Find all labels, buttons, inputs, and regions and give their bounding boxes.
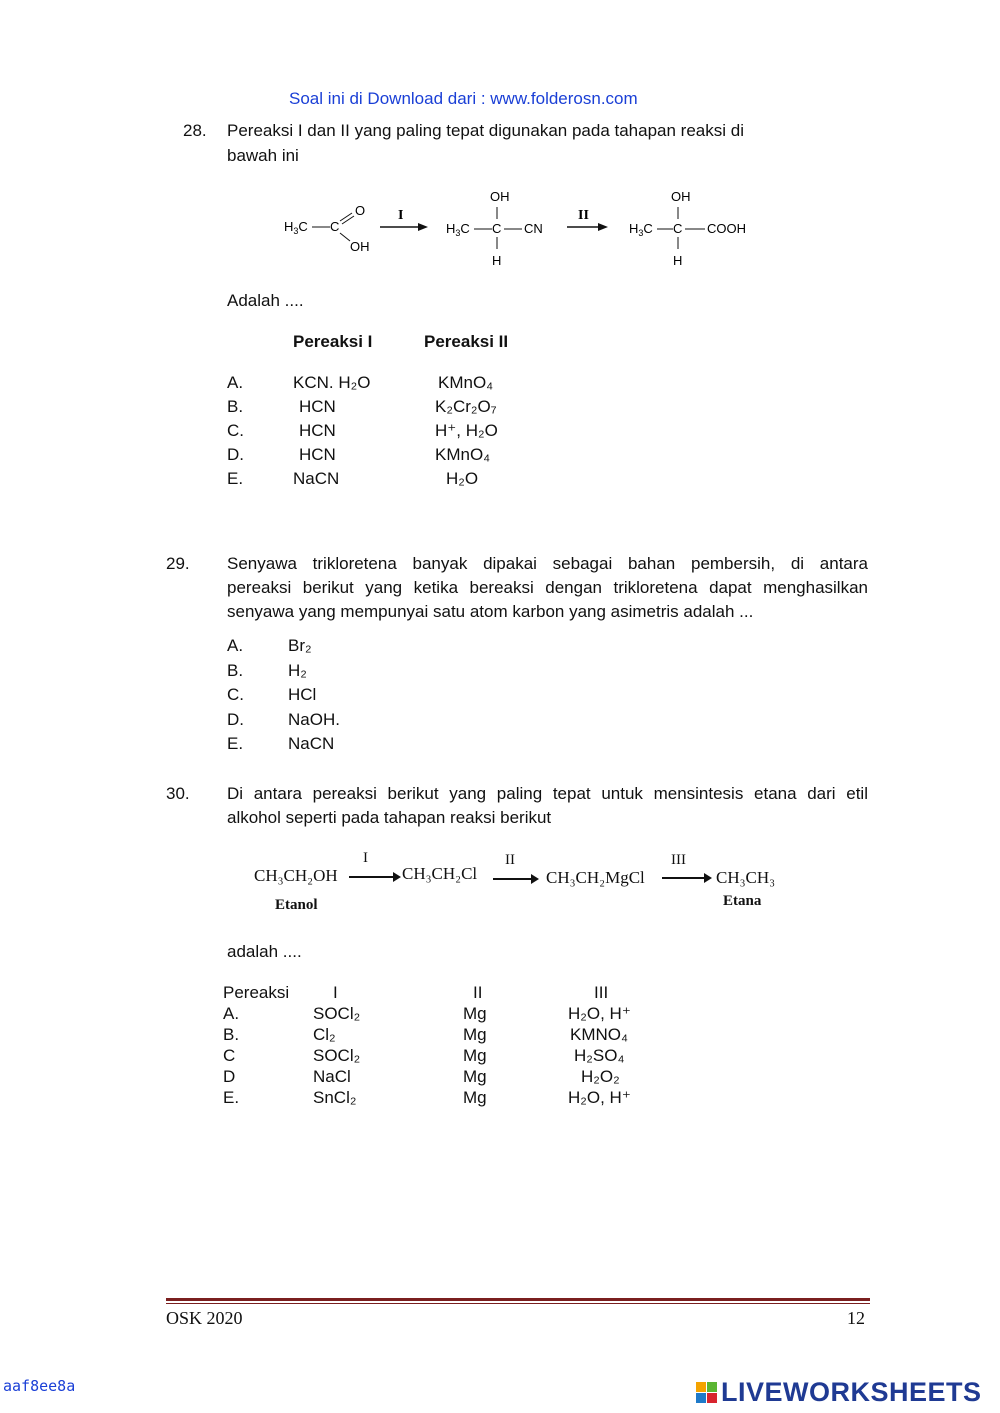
q28-option-b[interactable] [227,395,547,419]
q29-option-a[interactable] [227,634,427,659]
source-link[interactable]: Soal ini di Download dari : www.folderosn.com [289,89,638,108]
q28-option-letter: D. [227,445,244,464]
q30-option-r3: H₂SO₄ [574,1046,625,1065]
q30-arrow-3 [662,877,706,879]
q28-option-r2: H⁺, H₂O [435,421,498,440]
footer-left: OSK 2020 [166,1308,243,1328]
q30-option-d[interactable] [223,1065,663,1086]
q30-option-letter: B. [223,1025,240,1044]
q30-option-r1: SOCl₂ [313,1004,361,1023]
q30-option-r3: H₂O, H⁺ [568,1088,631,1107]
q29-options [227,634,427,757]
q30-option-r2: Mg [463,1025,487,1044]
footer-rule-thin [166,1303,870,1304]
footer-rule-thick [166,1298,870,1301]
q29-option-value: Br₂ [288,636,312,655]
q28-start-oh: OH [350,239,370,254]
q28-step2-label: II [578,208,589,223]
q28-end-c: C [673,221,683,236]
q28-option-r1: HCN [299,421,336,440]
q29-option-value: HCl [288,685,317,704]
q30-s2: CH₃CH₂Cl [402,864,478,883]
q28-col1-header: Pereaksi I [293,332,373,351]
q30-option-letter: D [223,1067,236,1086]
q30-table-header [223,981,663,1002]
q28-step1-label: I [398,208,404,223]
q28-option-letter: E. [227,469,244,488]
q28-option-letter: A. [227,373,244,392]
q30-head-c2: II [473,983,483,1002]
q28-mid-cn: CN [524,221,543,236]
q28-prompt: Adalah .... [227,291,304,310]
q30-arrowhead-1 [393,872,401,882]
q28-end-cooh: COOH [707,221,746,236]
q29-option-e[interactable] [227,732,427,757]
q29-option-c[interactable] [227,683,427,708]
liveworksheets-wordmark: LIVEWORKSHEETS [721,1376,982,1407]
q28-option-r2: KMnO₄ [435,445,491,464]
q30-option-letter: A. [223,1004,240,1023]
q30-option-e[interactable] [223,1086,663,1107]
q30-option-r2: Mg [463,1067,487,1086]
q30-option-a[interactable] [223,1002,663,1023]
q28-end-oh: OH [671,189,691,204]
q28-start-o: O [355,203,366,218]
q30-step1-label: I [363,850,368,866]
q28-text-line2: bawah ini [227,146,299,165]
q30-prompt: adalah .... [227,942,302,961]
q28-option-r1: HCN [299,445,336,464]
q30-s4: CH₃CH₃ [716,868,776,887]
q28-option-letter: B. [227,397,244,416]
q29-option-letter: C. [227,685,244,704]
q29-option-letter: D. [227,709,244,729]
q30-option-r3: H₂O₂ [581,1067,620,1086]
q29-text-line2: pereaksi berikut yang ketika bereaksi dengan trikloretena dapat menghasilkan [227,578,868,597]
q28-option-letter: C. [227,421,244,440]
q28-option-r2: H₂O [446,469,479,488]
q29-option-value: NaOH. [288,709,340,729]
q28-scheme-svg [280,185,770,270]
q30-option-r1: Cl₂ [313,1025,336,1044]
q29-number: 29. [166,554,190,573]
q28-options [227,371,547,491]
q30-arrowhead-3 [704,873,712,883]
q29-option-letter: E. [227,734,244,753]
q28-reaction-scheme [280,185,770,270]
q30-option-b[interactable] [223,1023,663,1044]
q29-option-letter: A. [227,636,244,655]
q28-option-d[interactable] [227,443,547,467]
q30-head-label: Pereaksi [223,983,290,1002]
q29-text-line3: senyawa yang mempunyai satu atom karbon yang asimetris adalah ... [227,602,754,621]
q30-text-line2: alkohol seperti pada tahapan reaksi berikut [227,808,552,827]
q30-s1: CH₃CH₂OH [254,866,338,885]
q30-option-r3: H₂O, H⁺ [568,1004,631,1023]
q30-head-c3: III [594,983,609,1002]
q30-reaction-scheme [250,848,810,920]
q28-option-r2: K₂Cr₂O₇ [435,397,497,416]
q30-option-c[interactable] [223,1044,663,1065]
q30-step2-label: II [505,852,515,868]
footer-page-number: 12 [847,1308,865,1328]
q28-end-h3c: $H_3C$ [629,221,653,238]
q28-start-h3c: $H_3C$ [284,219,308,236]
liveworksheets-logo-icon [696,1382,717,1403]
q30-arrowhead-2 [531,874,539,884]
q28-option-c[interactable] [227,419,547,443]
q28-start-c: C [330,219,340,234]
q29-option-value: NaCN [288,734,335,753]
liveworksheets-logo[interactable] [696,1377,982,1407]
q28-col2-header: Pereaksi II [424,332,509,351]
q30-label-etanol: Etanol [275,897,318,913]
q28-number: 28. [183,121,207,140]
q30-option-r1: NaCl [313,1067,351,1086]
q28-option-e[interactable] [227,467,547,491]
q30-option-r2: Mg [463,1088,487,1107]
q28-mid-oh: OH [490,189,510,204]
q30-text-line1: Di antara pereaksi berikut yang paling tepat untuk mensintesis etana dari etil [227,784,868,803]
q29-text-line1: Senyawa trikloretena banyak dipakai sebagai bahan pembersih, di antara [227,554,868,573]
q30-label-etana: Etana [723,893,762,909]
q30-s3: CH₃CH₂MgCl [546,868,645,887]
q28-mid-h3c: $H_3C$ [446,221,470,238]
q30-option-letter: C [223,1046,236,1065]
q29-option-value: H₂ [288,660,307,680]
q30-option-letter: E. [223,1088,240,1107]
q28-option-r1: NaCN [293,469,340,488]
q30-option-r2: Mg [463,1046,487,1065]
q28-option-r1: KCN. H₂O [293,373,371,392]
q28-mid-c: C [492,221,502,236]
q30-number: 30. [166,784,190,803]
q28-option-a[interactable] [227,371,547,395]
q29-option-d[interactable] [227,708,427,733]
q30-option-r1: SnCl₂ [313,1088,357,1107]
q30-head-c1: I [333,983,338,1002]
q30-options-table [223,981,663,1107]
q28-text-line1: Pereaksi I dan II yang paling tepat digunakan pada tahapan reaksi di [227,121,744,140]
q30-option-r1: SOCl₂ [313,1046,361,1065]
q30-step3-label: III [671,852,686,868]
q30-option-r2: Mg [463,1004,487,1023]
worksheet-code: aaf8ee8a [3,1377,76,1395]
q30-arrow-2 [493,878,533,880]
q29-option-b[interactable] [227,659,427,684]
q30-arrow-1 [349,876,395,878]
q28-end-h: H [673,253,683,268]
q28-mid-h: H [492,253,502,268]
q30-option-r3: KMNO₄ [570,1025,628,1044]
q28-option-r1: HCN [299,397,336,416]
q28-option-r2: KMnO₄ [438,373,494,392]
q29-option-letter: B. [227,660,244,680]
